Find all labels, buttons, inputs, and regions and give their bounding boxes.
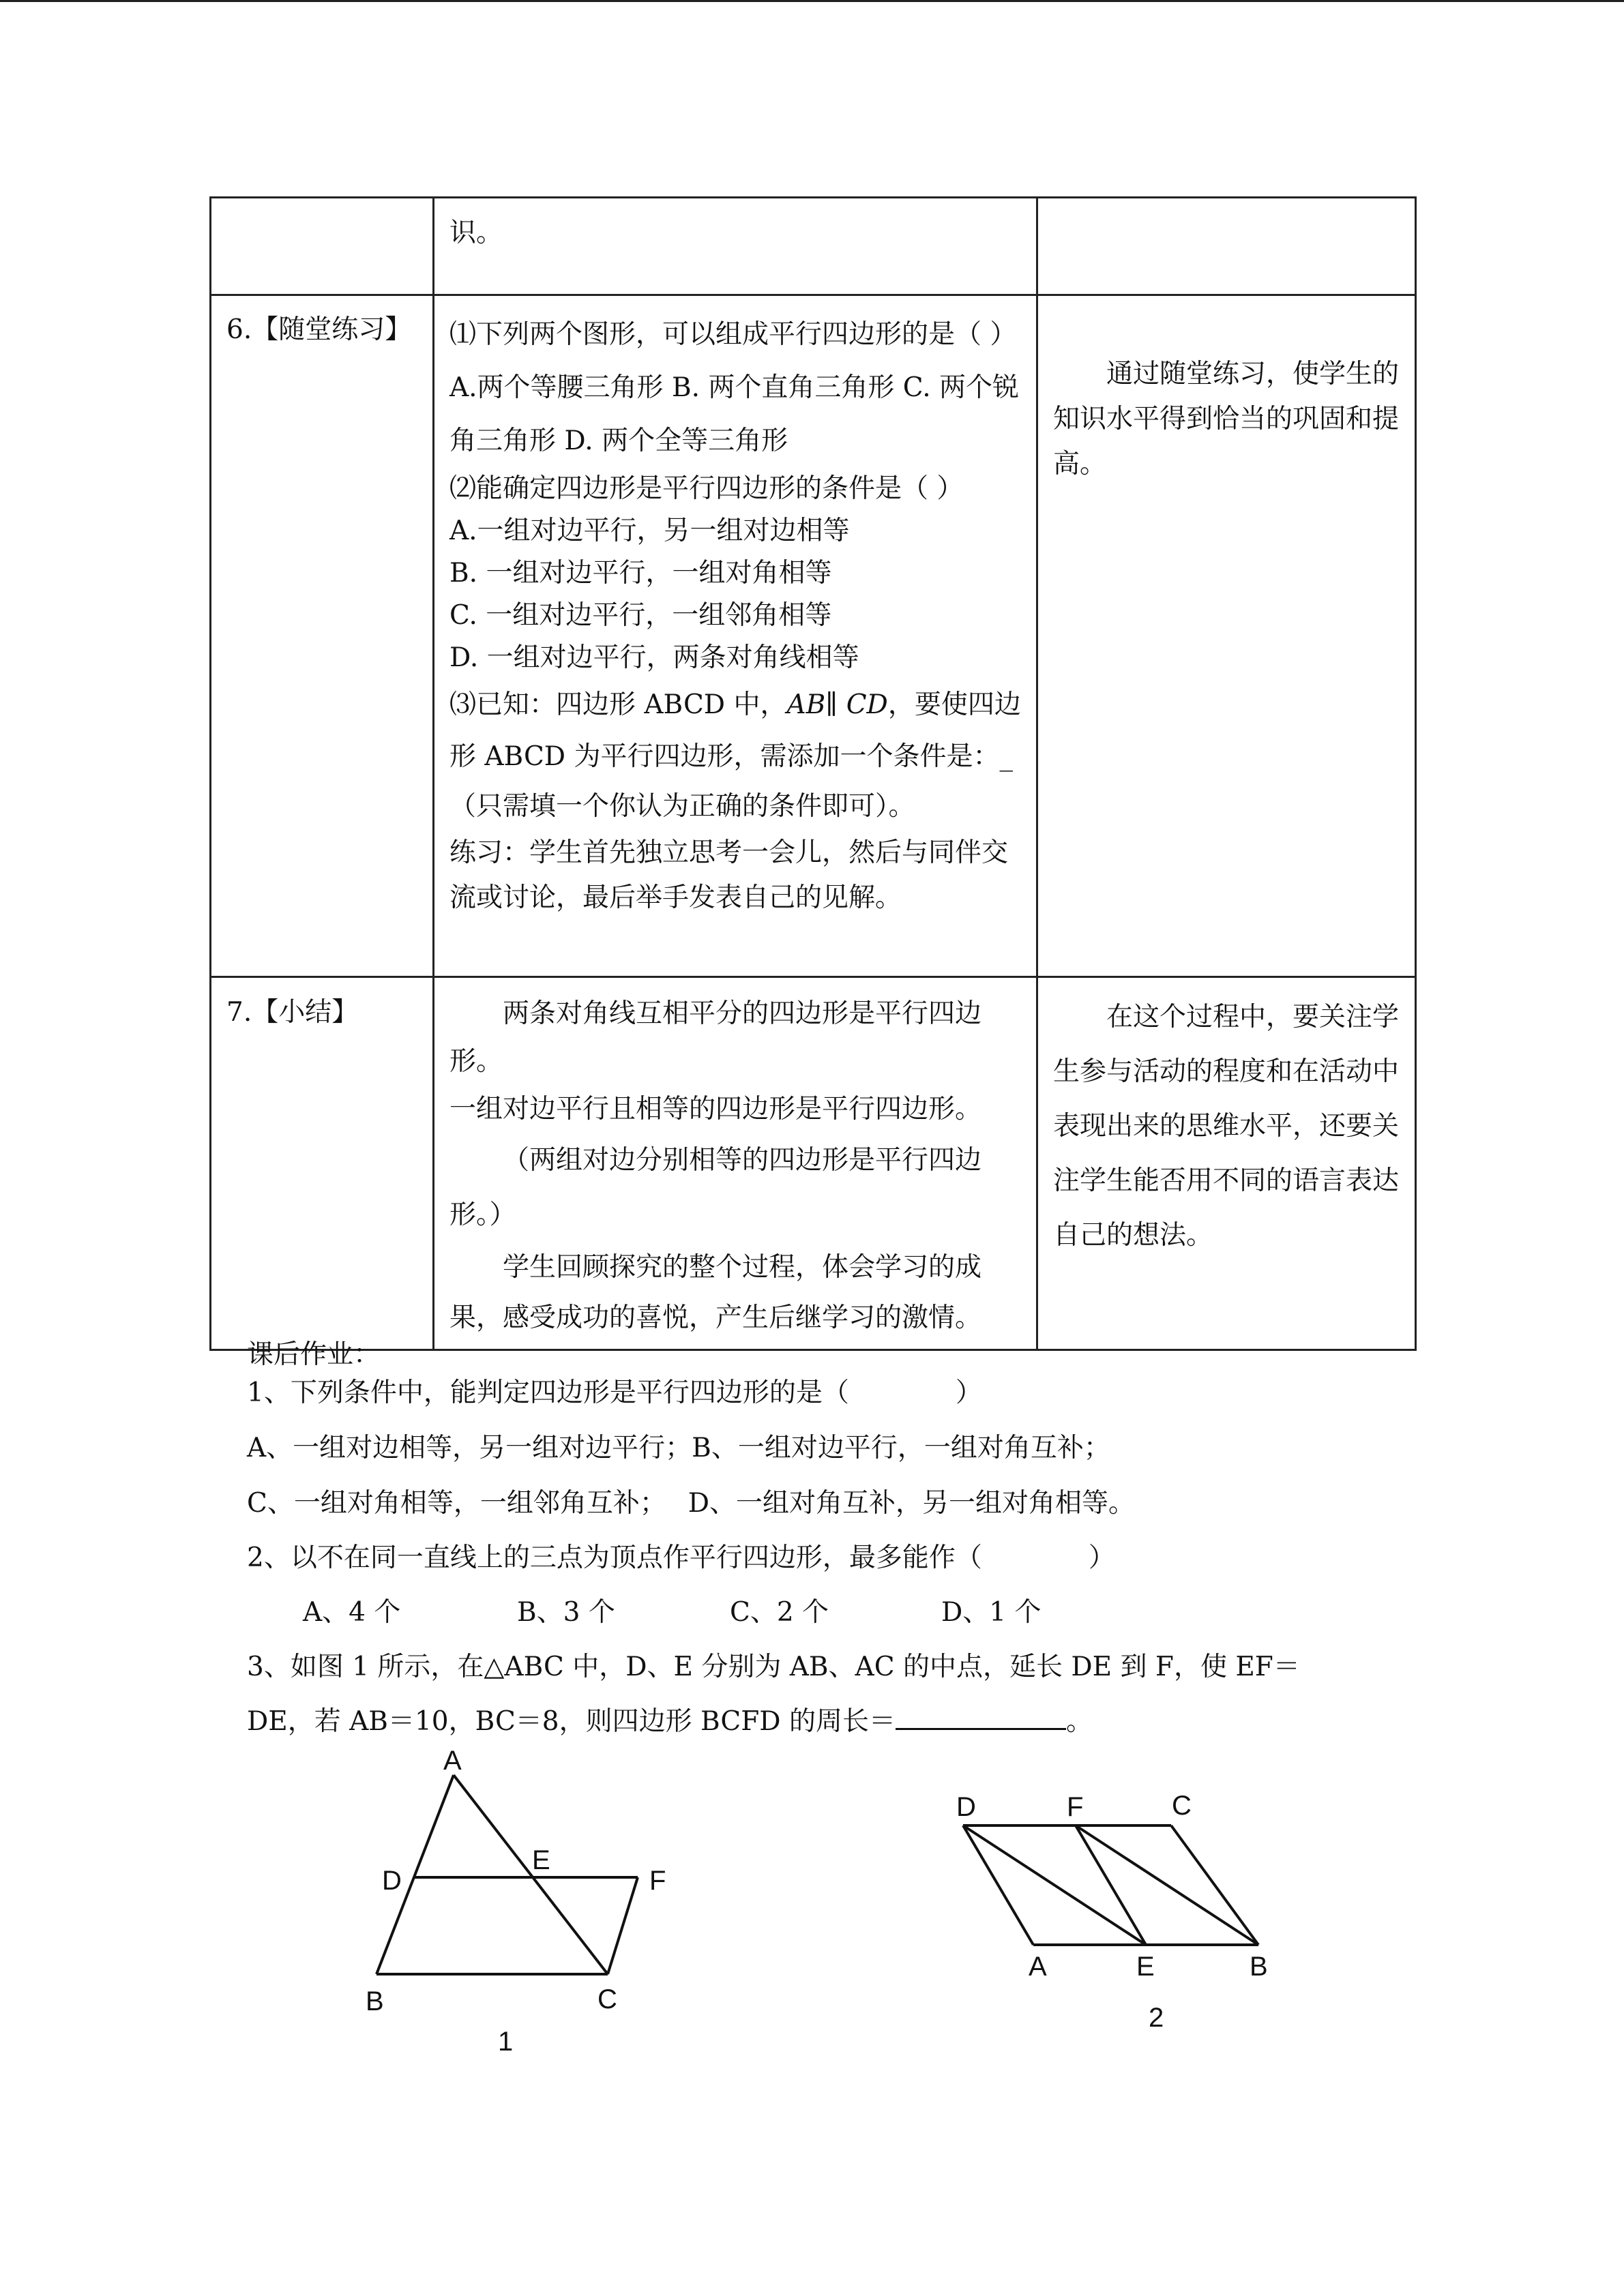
table-row <box>211 198 1416 295</box>
cell-empty <box>211 198 434 295</box>
figure-1-caption: 1 <box>498 2027 514 2057</box>
label-a: A <box>443 1746 462 1776</box>
cell-continued-text <box>434 198 1037 295</box>
homework-question-3-line-2 <box>247 1700 1093 1738</box>
segment-fb <box>1076 1825 1258 1945</box>
segment-fc <box>608 1877 638 1974</box>
homework-title: 课后作业： <box>247 1339 381 1370</box>
step-label: 7.【小结】 <box>226 997 359 1028</box>
label-e: E <box>1136 1952 1155 1982</box>
question-1-options: A.两个等腰三角形 B. 两个直角三角形 C. 两个锐角三角形 D. 两个全等三角形 <box>449 372 1020 456</box>
purpose-cell <box>1037 295 1416 977</box>
step-label-cell <box>211 977 434 1350</box>
homework-question-2-option-b: B、3 个 <box>517 1597 615 1628</box>
homework-question-3-end: 。 <box>1065 1706 1093 1737</box>
purpose-text: 在这个过程中，要关注学生参与活动的程度和在活动中表现出来的思维水平，还要关注学生能否用不同的语言表达自己的想法。 <box>1053 1002 1400 1251</box>
label-a: A <box>1029 1952 1047 1982</box>
homework-question-2: 2、以不在同一直线上的三点为顶点作平行四边形，最多能作（ ） <box>247 1542 1115 1573</box>
question-2-option-d: D. 一组对边平行，两条对角线相等 <box>449 642 859 673</box>
question-3-tail: ，要使四边形 ABCD 为平行四边形，需添加一个条件是：_ <box>449 689 1021 772</box>
label-e: E <box>532 1845 550 1875</box>
question-3 <box>449 679 1021 783</box>
question-3-note: （只需填一个你认为正确的条件即可）。 <box>449 791 915 822</box>
segment-cb <box>1171 1825 1258 1945</box>
continued-text: 识。 <box>449 218 503 248</box>
label-d: D <box>956 1792 976 1822</box>
homework-question-3-text: DE，若 AB＝10，BC＝8，则四边形 BCFD 的周长＝ <box>247 1706 896 1737</box>
question-2-option-a: A.一组对边平行，另一组对边相等 <box>449 516 850 546</box>
summary-line-2: 一组对边平行且相等的四边形是平行四边形。 <box>449 1094 982 1124</box>
figure-2-parallelogram <box>941 1783 1296 2042</box>
question-3-lead: ⑶已知：四边形 ABCD 中， <box>449 689 787 720</box>
step-label: 6.【随堂练习】 <box>226 314 412 345</box>
figure-1-triangle <box>341 1735 723 2063</box>
question-1: ⑴下列两个图形，可以组成平行四边形的是（ ） <box>449 319 1017 350</box>
label-c: C <box>1172 1791 1192 1821</box>
homework-question-2-option-d: D、1 个 <box>941 1597 1042 1628</box>
question-2-option-b: B. 一组对边平行，一组对角相等 <box>449 558 832 588</box>
practice-note: 练习：学生首先独立思考一会儿，然后与同伴交流或讨论，最后举手发表自己的见解。 <box>449 837 1009 913</box>
segment-fe <box>1076 1825 1146 1945</box>
summary-line-4: 学生回顾探究的整个过程，体会学习的成果，感受成功的喜悦，产生后继学习的激情。 <box>449 1252 982 1333</box>
page-top-rule <box>0 0 1624 2</box>
homework-question-2-option-a: A、4 个 <box>303 1597 401 1628</box>
answer-blank <box>896 1703 1066 1730</box>
segment-da <box>963 1825 1033 1945</box>
homework-question-3-line-1: 3、如图 1 所示，在△ABC 中，D、E 分别为 AB、AC 的中点，延长 DE 到 F，使 EF＝ <box>247 1652 1300 1682</box>
exercise-cell <box>434 295 1037 977</box>
label-d: D <box>382 1866 402 1896</box>
homework-question-1-options-ab: A、一组对边相等，另一组对边平行；B、一组对边平行，一组对角互补； <box>247 1433 1110 1463</box>
segment-de <box>963 1825 1146 1945</box>
label-b: B <box>366 1986 384 2016</box>
label-f: F <box>1067 1792 1084 1822</box>
label-f: F <box>649 1866 666 1896</box>
summary-cell <box>434 977 1037 1350</box>
homework-question-1-options-cd: C、一组对角相等，一组邻角互补； D、一组对角互补，另一组对角相等。 <box>247 1488 1136 1519</box>
homework-question-1: 1、下列条件中，能判定四边形是平行四边形的是（ ） <box>247 1377 982 1408</box>
label-b: B <box>1250 1952 1268 1982</box>
step-label-cell <box>211 295 434 977</box>
question-2-option-c: C. 一组对边平行，一组邻角相等 <box>449 600 832 631</box>
segment-ac <box>454 1775 608 1974</box>
summary-line-3: （两组对边分别相等的四边形是平行四边形。） <box>449 1145 982 1230</box>
cell-empty <box>1037 198 1416 295</box>
table-row <box>211 977 1416 1350</box>
figure-2-caption: 2 <box>1149 2003 1164 2033</box>
purpose-text: 通过随堂练习，使学生的知识水平得到恰当的巩固和提高。 <box>1053 359 1400 479</box>
question-3-math: AB∥ CD <box>786 689 888 720</box>
label-c: C <box>597 1984 617 2014</box>
table-row <box>211 295 1416 977</box>
question-2: ⑵能确定四边形是平行四边形的条件是（ ） <box>449 473 964 504</box>
lesson-plan-table <box>209 196 1417 1351</box>
purpose-cell <box>1037 977 1416 1350</box>
homework-question-2-option-c: C、2 个 <box>730 1597 829 1628</box>
summary-line-1: 两条对角线互相平分的四边形是平行四边形。 <box>449 998 982 1077</box>
